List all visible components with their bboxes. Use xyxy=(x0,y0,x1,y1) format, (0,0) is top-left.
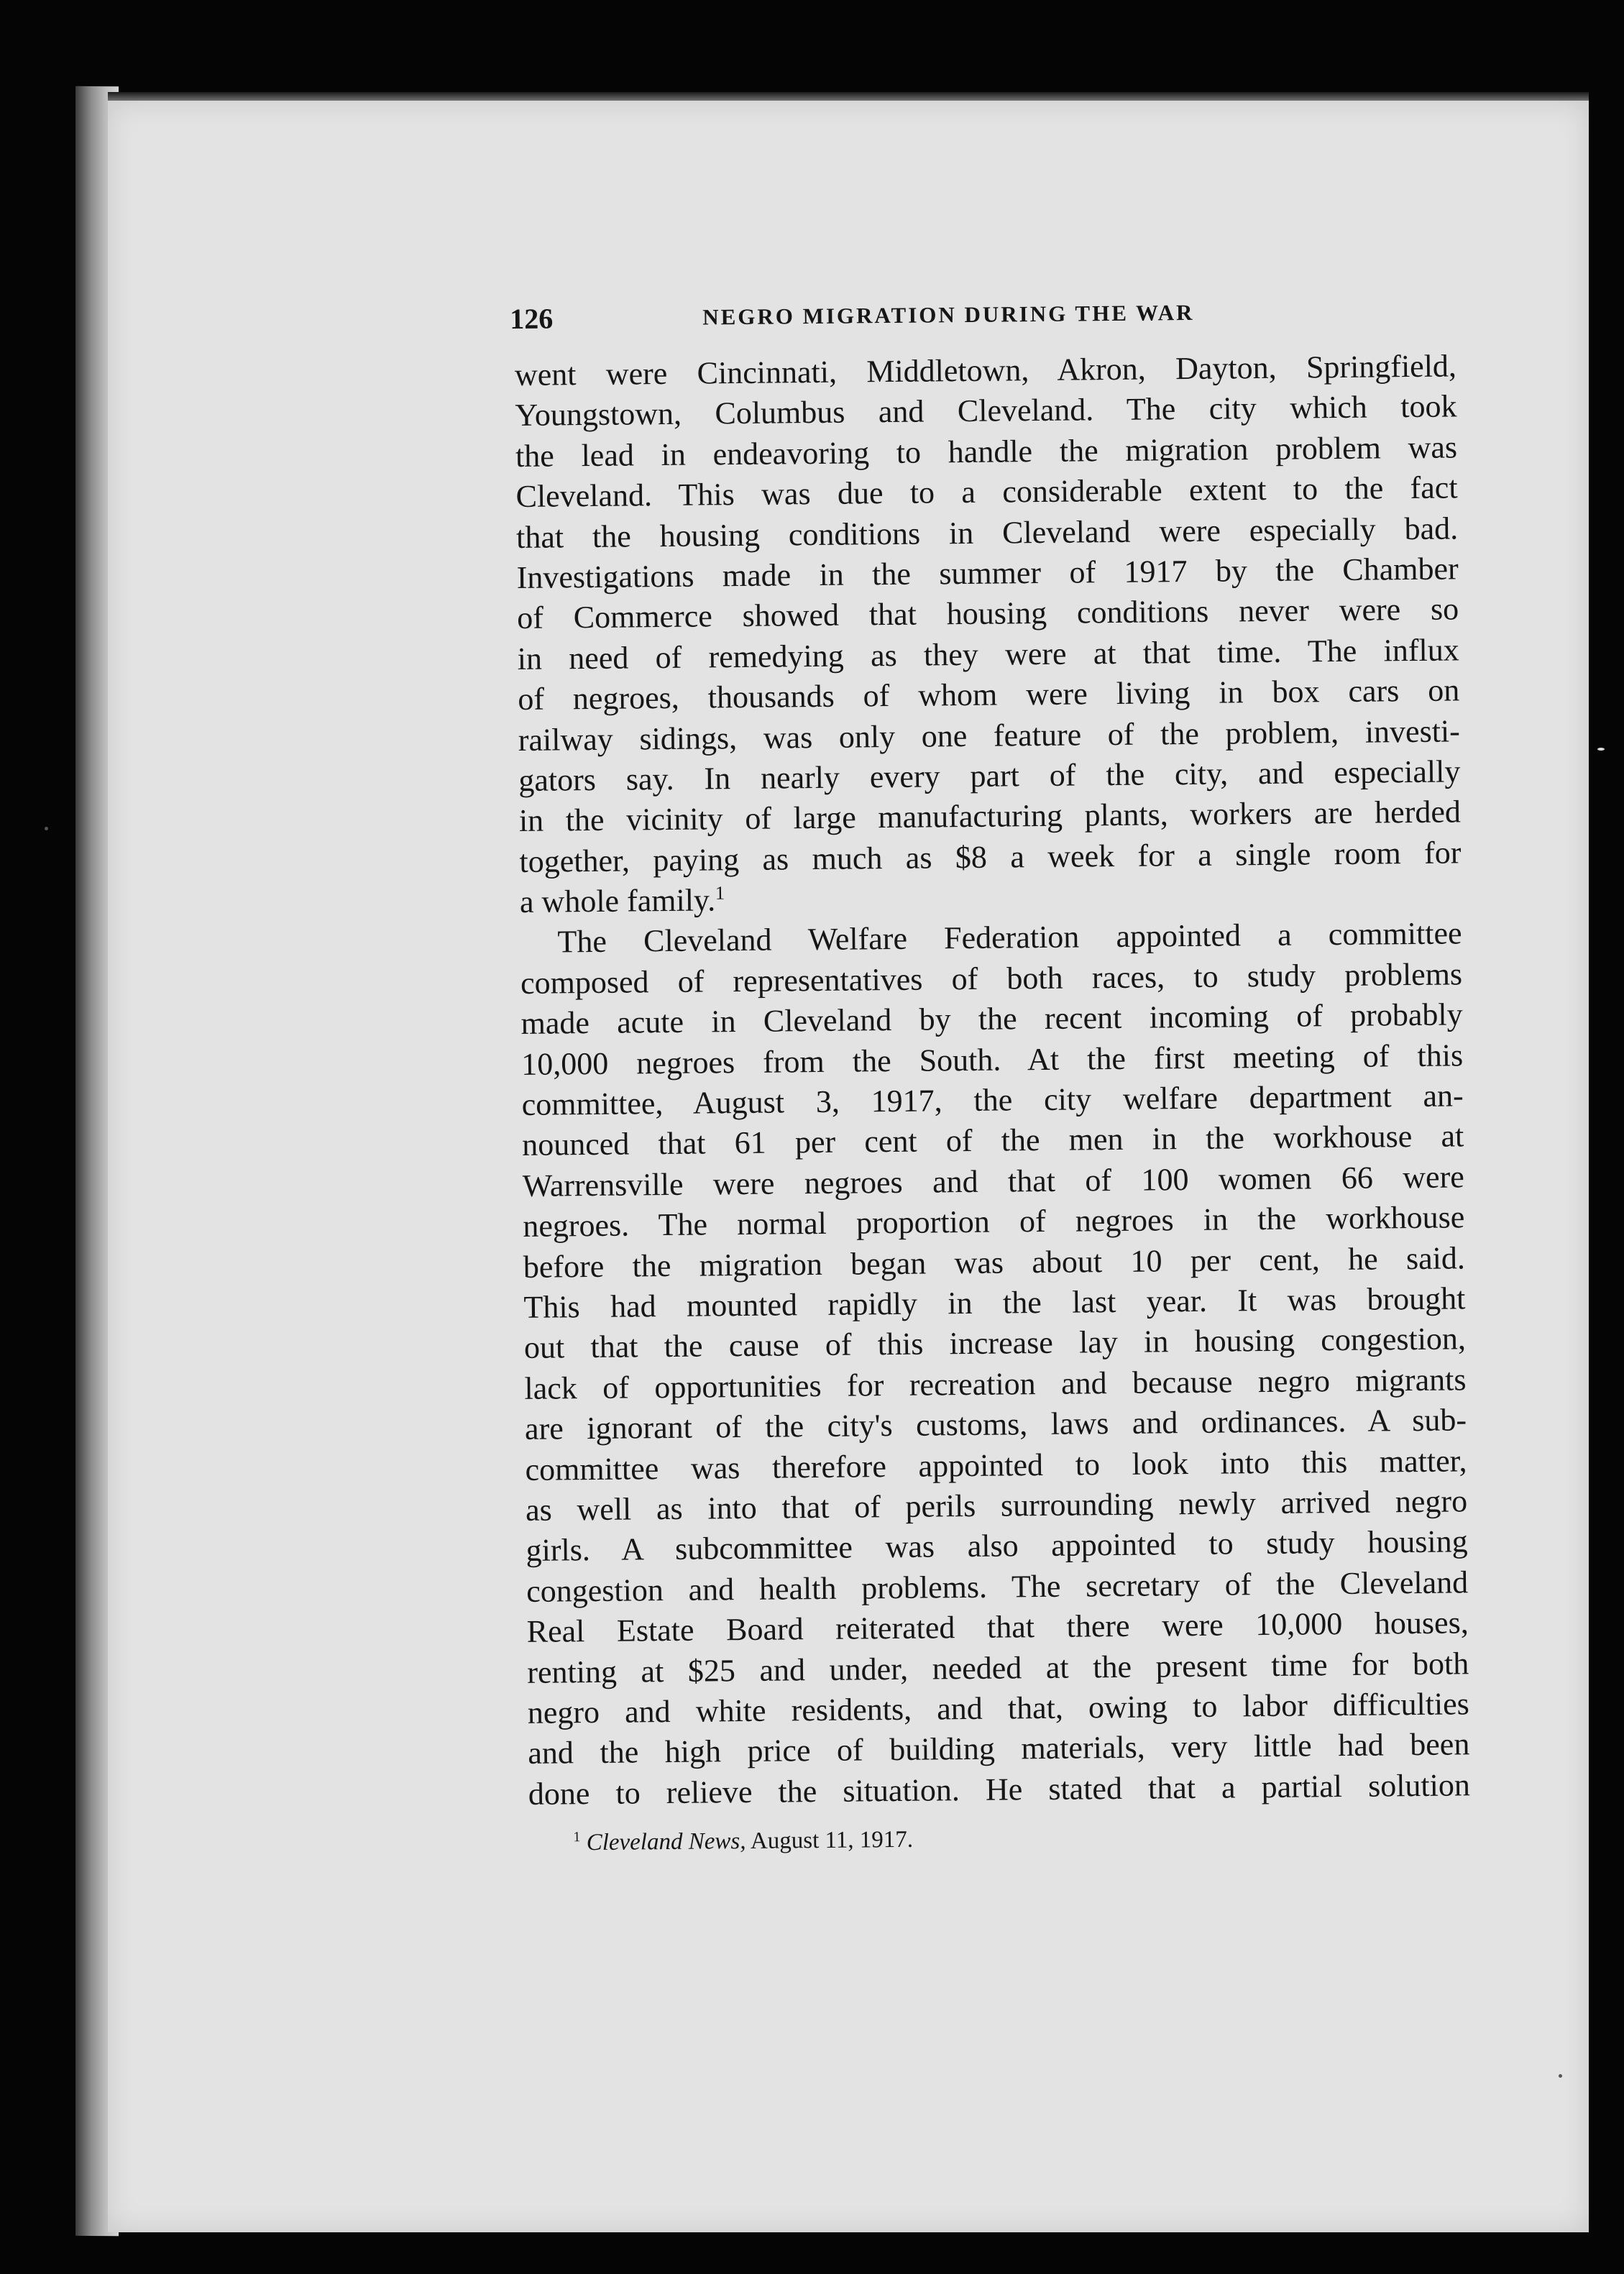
paragraph xyxy=(515,346,1462,922)
scan-speck xyxy=(1559,2074,1562,2078)
text-line: and the high price of building materials, very little had been xyxy=(528,1726,1470,1771)
text-line: of Commerce showed that housing conditions never were so xyxy=(516,591,1459,636)
text-line: railway sidings, was only one feature of the problem, investi- xyxy=(518,712,1461,758)
scan-speck xyxy=(45,827,48,830)
text-line: a whole family.$^1$ xyxy=(519,881,725,920)
text-line: Real Estate Board reiterated that there were 10,000 houses, xyxy=(526,1605,1469,1650)
text-line: of negroes, thousands of whom were living in box cars on xyxy=(518,672,1460,717)
text-line: negro and white residents, and that, owing to labor difficulties xyxy=(527,1686,1470,1730)
text-line: went were Cincinnati, Middletown, Akron, Dayton, Springfield, xyxy=(514,348,1457,393)
text-line: lack of opportunities for recreation and because negro migrants xyxy=(524,1362,1467,1406)
footnote-marker: 1 xyxy=(573,1829,581,1846)
text-line: renting at $25 and under, needed at the present time for both xyxy=(527,1645,1469,1690)
text-line: together, paying as much as $8 a week for a single room for xyxy=(519,835,1462,879)
page-number: 126 xyxy=(510,302,554,336)
running-head xyxy=(510,293,1456,345)
page-text-block xyxy=(510,293,1471,1859)
text-line: committee, August 3, 1917, the city welfare department an- xyxy=(521,1078,1464,1122)
text-line: in need of remedying as they were at that time. The influx xyxy=(517,632,1459,677)
text-line: 10,000 negroes from the South. At the first meeting of this xyxy=(520,1037,1464,1082)
text-line: This had mounted rapidly in the last year. It was brought xyxy=(523,1280,1466,1325)
text-line: Cleveland. This was due to a considerable extent to the fact xyxy=(515,469,1458,515)
paragraph xyxy=(520,914,1470,1815)
text-line: committee was therefore appointed to look into this matter, xyxy=(525,1442,1467,1487)
text-line: done to relieve the situation. He stated that a partial solution xyxy=(528,1767,1471,1812)
footnote-source: Cleveland News, xyxy=(586,1828,746,1856)
text-line: congestion and health problems. The secretary of the Cleveland xyxy=(526,1564,1469,1609)
text-line: girls. A subcommittee was also appointed to study housing xyxy=(526,1523,1468,1569)
text-line: that the housing conditions in Cleveland were especially bad. xyxy=(515,510,1459,555)
text-line: Warrensville were negroes and that of 100 women 66 were xyxy=(522,1159,1464,1204)
text-line: nounced that 61 per cent of the men in the workhouse at xyxy=(522,1118,1464,1163)
text-line: made acute in Cleveland by the recent incoming of probably xyxy=(520,996,1463,1042)
text-line: The Cleveland Welfare Federation appointed a committee xyxy=(557,915,1462,960)
text-line: composed of representatives of both races, to study problems xyxy=(520,956,1463,1001)
text-line: out that the cause of this increase lay in housing congestion, xyxy=(523,1321,1467,1366)
scan-speck xyxy=(1597,748,1605,751)
text-line: are ignorant of the city's customs, laws and ordinances. A sub- xyxy=(524,1402,1467,1447)
text-line: before the migration began was about 10 per cent, he said. xyxy=(523,1239,1466,1285)
text-line: as well as into that of perils surrounding newly arrived negro xyxy=(525,1483,1468,1528)
text-line: the lead in endeavoring to handle the migration problem was xyxy=(515,429,1458,474)
body-text xyxy=(515,346,1470,1815)
text-line: Investigations made in the summer of 1917 by the Chamber xyxy=(516,551,1459,595)
text-line: gators say. In nearly every part of the city, and especially xyxy=(518,753,1461,798)
footnote-date: August 11, 1917. xyxy=(750,1826,914,1855)
footnote-reference: 1 xyxy=(715,881,725,904)
running-title: NEGRO MIGRATION DURING THE WAR xyxy=(702,299,1195,330)
text-line: Youngstown, Columbus and Cleveland. The city which took xyxy=(515,388,1457,434)
text-line: in the vicinity of large manufacturing plants, workers are herded xyxy=(518,794,1462,839)
text-line: negroes. The normal proportion of negroes in the workhouse xyxy=(523,1199,1465,1244)
